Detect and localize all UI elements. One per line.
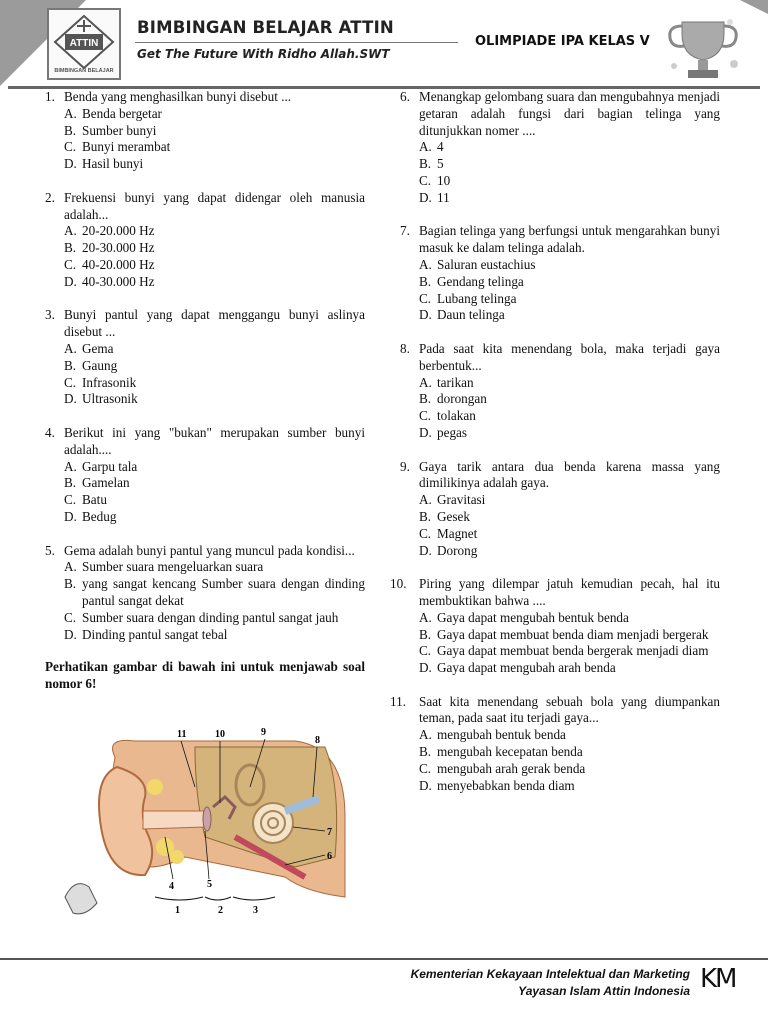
option-text: Hasil bunyi: [82, 156, 144, 172]
header-corner-decoration-right: [740, 0, 768, 14]
ear-label-1: 1: [175, 905, 180, 916]
question-number: 1.: [45, 89, 55, 104]
option-b: [64, 475, 365, 492]
option-a: [64, 106, 365, 123]
option-text: Dinding pantul sangat tebal: [82, 626, 228, 642]
ear-label-8: 8: [315, 735, 320, 746]
option-letter: C.: [64, 492, 77, 508]
option-letter: A.: [64, 105, 77, 121]
option-text: mengubah kecepatan benda: [437, 744, 583, 760]
option-letter: A.: [419, 256, 432, 272]
question-number: 2.: [45, 189, 55, 205]
option-b: [419, 391, 720, 408]
ear-label-2: 2: [218, 905, 223, 916]
option-letter: D.: [419, 660, 432, 676]
option-letter: A.: [419, 727, 432, 743]
option-letter: B.: [64, 122, 77, 138]
ear-label-4: 4: [169, 881, 174, 892]
option-text: Sumber bunyi: [82, 122, 157, 138]
option-text: 4: [437, 139, 444, 155]
option-text: Dorong: [437, 542, 478, 558]
option-c: [64, 257, 365, 274]
option-letter: A.: [419, 492, 432, 508]
option-d: [64, 274, 365, 291]
ear-label-5: 5: [207, 879, 212, 890]
question-7: [400, 223, 720, 324]
option-a: [419, 727, 720, 744]
question-11: [390, 694, 720, 795]
option-letter: C.: [419, 408, 432, 424]
option-letter: D.: [419, 424, 432, 440]
option-letter: D.: [419, 189, 432, 205]
ear-label-6: 6: [327, 851, 332, 862]
option-letter: B.: [419, 273, 432, 289]
question-number: 9.: [400, 458, 410, 474]
footer-divider: [0, 958, 768, 960]
option-c: [419, 408, 720, 425]
option-list: [64, 459, 365, 526]
option-list: [64, 341, 365, 408]
option-letter: C.: [64, 139, 77, 155]
option-text: mengubah arah gerak benda: [437, 760, 586, 776]
option-text: Gesek: [437, 508, 470, 524]
ear-anatomy-diagram: [45, 727, 363, 937]
option-text: dorongan: [437, 391, 487, 407]
option-text: 11: [437, 189, 450, 205]
option-letter: B.: [419, 744, 432, 760]
option-c: [419, 526, 720, 543]
option-letter: A.: [64, 458, 77, 474]
option-text: Sumber suara dengan dinding pantul sangat jauh: [82, 609, 339, 625]
question-text: Bagian telinga yang berfungsi untuk mengarahkan bunyi masuk ke dalam telinga adalah.: [419, 223, 720, 256]
option-b: [419, 509, 720, 526]
left-column: [45, 89, 365, 693]
option-letter: C.: [419, 525, 432, 541]
option-text: pegas: [437, 424, 468, 440]
option-text: Gendang telinga: [437, 273, 524, 289]
question-6: [400, 89, 720, 207]
question-2: [45, 190, 365, 291]
option-letter: C.: [64, 256, 77, 272]
option-text: Daun telinga: [437, 307, 505, 323]
option-b: [419, 156, 720, 173]
option-letter: D.: [419, 542, 432, 558]
question-number: 8.: [400, 340, 410, 356]
option-letter: A.: [64, 559, 77, 575]
option-text: Gaung: [82, 357, 118, 373]
option-d: [419, 660, 720, 677]
option-text: 40-30.000 Hz: [82, 273, 155, 289]
logo-caption: BIMBINGAN BELAJAR: [54, 68, 114, 74]
option-list: [64, 223, 365, 290]
option-letter: D.: [419, 307, 432, 323]
option-c: [64, 375, 365, 392]
option-text: Magnet: [437, 525, 478, 541]
question-3: [45, 307, 365, 408]
question-text: Piring yang dilempar jatuh kemudian pecah, hal itu membuktikan bahwa ....: [419, 576, 720, 608]
option-text: Gaya dapat mengubah arah benda: [437, 660, 616, 676]
option-letter: D.: [64, 156, 77, 172]
option-b: [64, 358, 365, 375]
option-text: Gravitasi: [437, 492, 486, 508]
brand-title: BIMBINGAN BELAJAR ATTIN: [137, 18, 394, 37]
option-a: [64, 223, 365, 240]
ear-label-9: 9: [261, 727, 266, 738]
attin-logo: [47, 8, 121, 80]
ear-label-7: 7: [327, 827, 332, 838]
ear-label-11: 11: [177, 729, 187, 740]
option-letter: D.: [64, 273, 77, 289]
option-d: [419, 543, 720, 560]
option-text: mengubah bentuk benda: [437, 727, 566, 743]
option-c: [419, 291, 720, 308]
option-d: [419, 425, 720, 442]
option-letter: C.: [64, 374, 77, 390]
question-8: [400, 341, 720, 442]
option-letter: C.: [64, 609, 77, 625]
option-text: 10: [437, 172, 451, 188]
footer-ministry: Kementerian Kekayaan Intelektual dan Marketing: [410, 967, 690, 981]
option-a: [64, 559, 365, 576]
question-number: 6.: [400, 89, 410, 104]
option-text: Saluran eustachius: [437, 256, 536, 272]
option-text: 20-20.000 Hz: [82, 223, 155, 239]
question-text: Saat kita menendang sebuah bola yang diumpankan teman, pada saat itu terjadi gaya...: [419, 693, 720, 726]
question-5: [45, 543, 365, 644]
option-a: [64, 459, 365, 476]
option-letter: C.: [419, 172, 432, 188]
option-text: 5: [437, 156, 444, 172]
option-letter: D.: [64, 508, 77, 524]
question-number: 11.: [390, 693, 406, 709]
option-text: Gaya dapat membuat benda diam menjadi bergerak: [437, 626, 709, 642]
option-c: [419, 761, 720, 778]
trophy-icon: [664, 16, 742, 82]
option-a: [419, 375, 720, 392]
question-number: 7.: [400, 223, 410, 239]
option-letter: B.: [64, 240, 77, 256]
option-text: Gaya dapat mengubah bentuk benda: [437, 609, 629, 625]
option-text: 40-20.000 Hz: [82, 256, 155, 272]
question-text: Frekuensi bunyi yang dapat didengar oleh manusia adalah...: [64, 189, 365, 222]
option-b: [419, 744, 720, 761]
option-letter: C.: [419, 643, 432, 659]
option-d: [419, 307, 720, 324]
option-text: yang sangat kencang Sumber suara dengan dinding pantul sangat dekat: [82, 576, 365, 608]
option-letter: A.: [419, 139, 432, 155]
option-text: Infrasonik: [82, 374, 137, 390]
option-text: Gamelan: [82, 475, 130, 491]
option-a: [419, 610, 720, 627]
option-letter: C.: [419, 760, 432, 776]
option-text: tolakan: [437, 408, 476, 424]
option-letter: B.: [419, 626, 432, 642]
option-letter: B.: [419, 156, 432, 172]
right-column: [390, 89, 720, 811]
footer-foundation: Yayasan Islam Attin Indonesia: [518, 984, 690, 998]
option-d: [64, 627, 365, 644]
km-logo: KM: [700, 964, 736, 994]
option-text: Benda bergetar: [82, 105, 162, 121]
question-text: Pada saat kita menendang bola, maka terjadi gaya berbentuk...: [419, 340, 720, 373]
question-1: [45, 89, 365, 173]
question-9: [400, 459, 720, 560]
ear-label-10: 10: [215, 729, 225, 740]
option-text: Lubang telinga: [437, 290, 517, 306]
option-text: tarikan: [437, 374, 474, 390]
option-d: [419, 778, 720, 795]
option-letter: B.: [419, 391, 432, 407]
option-a: [419, 257, 720, 274]
option-list: [64, 106, 365, 173]
figure-instruction: Perhatikan gambar di bawah ini untuk menjawab soal nomor 6!: [45, 659, 365, 691]
brand-divider: [135, 42, 458, 43]
option-a: [419, 492, 720, 509]
option-b: [64, 123, 365, 140]
option-text: Ultrasonik: [82, 391, 138, 407]
option-d: [64, 391, 365, 408]
option-list: [419, 257, 720, 324]
option-letter: B.: [419, 508, 432, 524]
question-text: Gema adalah bunyi pantul yang muncul pada kondisi...: [64, 542, 355, 558]
ear-label-3: 3: [253, 905, 258, 916]
option-c: [64, 492, 365, 509]
option-list: [419, 727, 720, 794]
option-list: [419, 139, 720, 206]
option-c: [64, 139, 365, 156]
option-b: [64, 576, 365, 610]
option-list: [419, 375, 720, 442]
option-c: [419, 643, 720, 660]
option-c: [419, 173, 720, 190]
question-number: 10.: [390, 576, 407, 592]
option-text: Bunyi merambat: [82, 139, 171, 155]
option-b: [419, 274, 720, 291]
question-number: 5.: [45, 542, 55, 558]
option-list: [419, 610, 720, 677]
option-text: Gaya dapat membuat benda bergerak menjadi diam: [437, 643, 709, 659]
question-number: 4.: [45, 424, 55, 440]
option-d: [64, 156, 365, 173]
option-letter: A.: [419, 609, 432, 625]
option-text: menyebabkan benda diam: [437, 777, 575, 793]
option-letter: B.: [64, 475, 77, 491]
option-d: [64, 509, 365, 526]
question-text: Berikut ini yang "bukan" merupakan sumber bunyi adalah....: [64, 424, 365, 457]
option-d: [419, 190, 720, 207]
option-letter: A.: [419, 374, 432, 390]
option-text: Batu: [82, 492, 107, 508]
question-text: Benda yang menghasilkan bunyi disebut ...: [64, 89, 292, 104]
question-text: Bunyi pantul yang dapat menggangu bunyi aslinya disebut ...: [64, 307, 365, 340]
option-list: [419, 492, 720, 559]
option-a: [419, 139, 720, 156]
option-letter: A.: [64, 223, 77, 239]
option-text: Sumber suara mengeluarkan suara: [82, 559, 264, 575]
option-letter: A.: [64, 340, 77, 356]
option-letter: D.: [64, 626, 77, 642]
option-b: [64, 240, 365, 257]
brand-tagline: Get The Future With Ridho Allah.SWT: [137, 47, 390, 61]
option-b: [419, 627, 720, 644]
option-text: Gema: [82, 340, 114, 356]
option-a: [64, 341, 365, 358]
option-letter: D.: [64, 391, 77, 407]
question-4: [45, 425, 365, 526]
question-text: Menangkap gelombang suara dan mengubahnya menjadi getaran adalah fungsi dari bagian telinga yang ditunjukkan nomer ....: [419, 89, 720, 138]
option-text: Bedug: [82, 508, 117, 524]
option-letter: C.: [419, 290, 432, 306]
option-text: 20-30.000 Hz: [82, 240, 155, 256]
option-letter: B.: [64, 357, 77, 373]
exam-title: OLIMPIADE IPA KELAS V: [475, 34, 650, 49]
logo-text: ATTIN: [69, 38, 99, 49]
option-letter: D.: [419, 777, 432, 793]
option-c: [64, 610, 365, 627]
question-text: Gaya tarik antara dua benda karena massa yang dimilikinya adalah gaya.: [419, 458, 720, 491]
question-10: [390, 576, 720, 677]
option-letter: B.: [64, 576, 77, 592]
option-text: Garpu tala: [82, 458, 138, 474]
option-list: [64, 559, 365, 643]
question-number: 3.: [45, 307, 55, 323]
